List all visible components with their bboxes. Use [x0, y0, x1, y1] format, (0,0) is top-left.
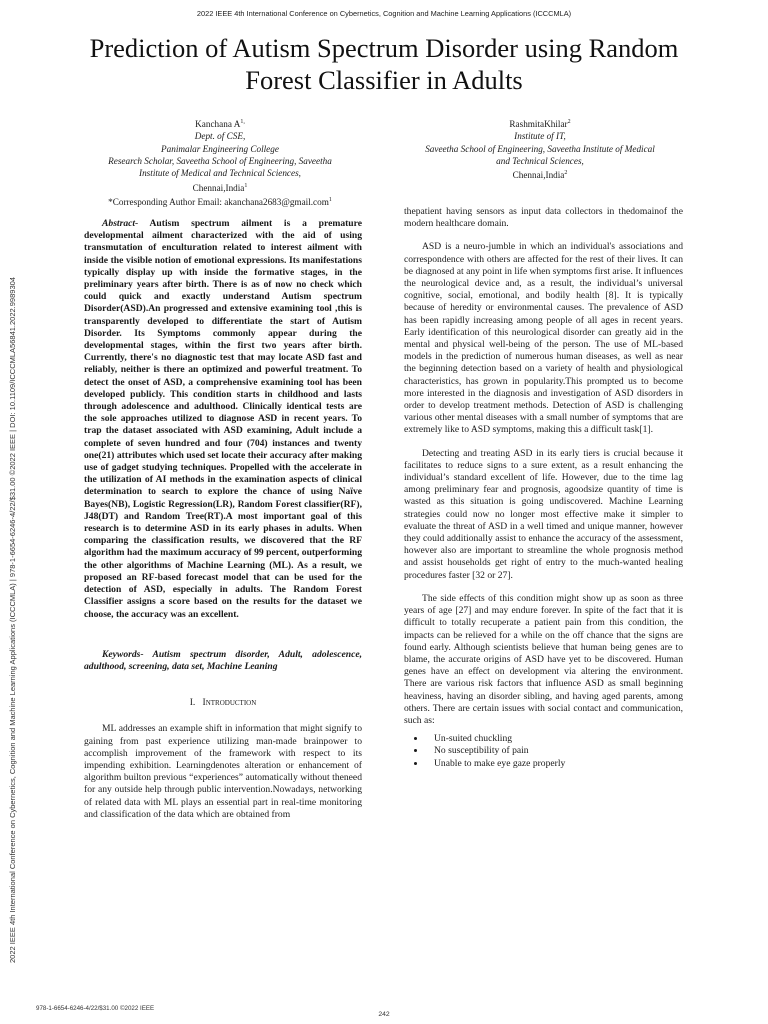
author1-email-sup: 1: [328, 196, 332, 203]
author2-city: Chennai,India: [512, 170, 565, 181]
paper-title: Prediction of Autism Spectrum Disorder using Random Forest Classifier in Adults: [89, 33, 679, 95]
abstract-lead: Abstract-: [102, 218, 139, 229]
abstract: [84, 218, 362, 621]
page-number: 242: [378, 1011, 390, 1018]
author2-line: and Technical Sciences,: [496, 155, 584, 166]
asd-paragraph: ASD is a neuro-jumble in which an individual's associations and correspondence with others are affected for the rest of their lives. It can be diagnosed at any point in life when symptoms first arise. It influences the neurological device and, as a result, the individual’s universal cognitive, social, emotional, and bodily health [8]. It is typically because of heredity or environmental causes. The prevalence of ASD has been rapidly increasing among people of all ages in recent years. Early identification of this neurological disorder can greatly aid in the mental and physical well-being of the person. The use of ML-based models in the prediction of numerous human diseases, as well as near the beginning detection based on a variety of health and physiological characteristics, has grown in popularity.This prompted us to become more interested in the diagnosis and investigation of ASD disorders in order to develop treatment methods. Detection of ASD is challenging various other mental diseases with a small number of symptoms that are extremely like to ASD symptoms, making this a difficult task[1].: [404, 241, 683, 436]
author1-line: Panimalar Engineering College: [161, 143, 279, 154]
author1-name: Kanchana A: [195, 119, 241, 130]
author2-line: Institute of IT,: [514, 131, 566, 142]
symptom-list: [404, 733, 683, 770]
author2-line: Saveetha School of Engineering, Saveetha Institute of Medical: [425, 143, 655, 154]
conference-header: 2022 IEEE 4th International Conference on Cybernetics, Cognition and Machine Learning Applications (ICCCMLA): [196, 9, 572, 18]
author1-line: Research Scholar, Saveetha School of Engineering, Saveetha: [108, 155, 332, 166]
author2-sup: 2: [567, 119, 571, 125]
list-item: • No susceptibility of pain: [426, 745, 683, 757]
author1-line: Institute of Medical and Technical Sciences,: [139, 168, 301, 179]
right-column: [404, 206, 683, 770]
side-effects-paragraph: The side effects of this condition might show up as soon as three years of age [27] and may endure forever. In spite of the fact that it is difficult to totally recuperate a patient pain from this condition, the impacts can be relieved for a while on the off chance that the signs are found early. Although scientists believe that human being genes are to blame, the accurate origins of ASD have yet to be discovered. Human genes have an effect on development via altering the environment. There are various risk factors that influence ASD as small beginning heaviness, having an disorder sibling, and having aged parents, among others. There are certain issues with social contact and communication, such as:: [404, 592, 683, 726]
author2-affiliation: [400, 116, 680, 182]
author2-city-sup: 2: [564, 170, 568, 177]
author1-line: Dept. of CSE,: [194, 131, 246, 142]
doi-sidebar-text: 2022 IEEE 4th International Conference on Cybernetics, Cognition and Machine Learning Applications (ICCCMLA) | 978-1-6654-6246-4/22/$31.00 ©2022 IEEE | DOI: 10.1109/ICCCMLA56841.2022.9989304: [8, 277, 17, 963]
author2-name: RashmitaKhilar: [509, 119, 568, 130]
list-item: • Un-suited chuckling: [426, 733, 683, 745]
intro-continued: thepatient having sensors as input data collectors in thedomainof the modern healthcare domain.: [404, 206, 683, 230]
author1-sup: 1,: [240, 119, 245, 125]
author1-affiliation: [70, 116, 370, 208]
doi-sidebar: [8, 72, 22, 972]
section-heading: [84, 697, 362, 709]
intro-paragraph: ML addresses an example shift in information that might signify to gaining from past experience utilizing man-made brainpower to accomplish improvement of the framework with respect to its impending exhibition. Learningdenotes alteration or enhancement of algorithm builton previous “experiences” automatically without theneed for any outside help through public intervention.Nowadays, networking of related data with ML plays an essential part in real-time monitoring and classification of the data which are obtained from: [84, 723, 362, 820]
copyright-footer: 978-1-6654-6246-4/22/$31.00 ©2022 IEEE: [36, 1005, 155, 1012]
author1-city: Chennai,India: [192, 182, 245, 193]
keywords: Keywords- Autism spectrum disorder, Adult, adolescence, adulthood, screening, data set, Machine Leaning: [84, 648, 362, 672]
section-title: Introduction: [202, 697, 257, 709]
left-column: [84, 218, 362, 821]
author1-city-sup: 1: [244, 182, 248, 189]
section-number: I.: [189, 697, 196, 709]
abstract-text: Autism spectrum ailment is a premature developmental ailment characterized with the aid of using transmutation of enculturation related to interest ailment with inside the visible notion of emotional expressions. Its manifestations typically display up with inside the formative stages, in the preliminary years after birth. There is as of now no check which could quick and exactly understand Autism spectrum Disorder(ASD).An progressed and extensive examining tool ,this is transparently developed to differentiate the start of Autism Disorder. Its Symptoms commonly appear during the developmental stages, within the first two years after birth. Currently, there's no diagnostic test that may locate ASD fast and reliably, neither is there an optimized and powerful treatment. To detect the onset of ASD, a comprehensive examining tool has been developed publicly. This condition starts in childhood and lasts through adolescence and adulthood. Clinically identical tests are the sole approaches utilized to diagnose ASD in recent years. To trap the dataset associated with ASD examining, Adult include a complete of seven hundred and four (704) instances and twenty one(21) attributes which used set locate their accuracy after making use of gadget studying techniques. Propelled with the accelerate in the utilization of AI methods in the examination aspects of clinical determination to search to explore the chance of using Naïve Bayes(NB), Logistic Regression(LR), Random Forest classifier(RF), J48(DT) and Random Tree(RT).A most important goal of this research is to determine ASD in its early phases in adults. When comparing the classification results, we discovered that the RF algorithm had the maximum accuracy of 99 percent, outperforming the other algorithms of Machine Learning (ML). As a result, we proposed an RF-based forecast model that can be used for the detection of ASD, especially in adults. The Random Forest Classifier assigns a score based on the results for the dataset we choose, the accuracy was an excellent.: [84, 218, 362, 620]
author1-email: *Corresponding Author Email: akanchana2683@gmail.com: [108, 196, 329, 207]
list-item: • Unable to make eye gaze properly: [426, 758, 683, 770]
detection-paragraph: Detecting and treating ASD in its early tiers is crucial because it facilitates to reduce signs to a sure extent, as a result enhancing the individual’s standard excellent of life. However, due to the time lag among preliminary fear and prognosis, agoodsize quantity of time is wasted as this situation is going undiscovered. Machine Learning strategies could now no longer most effective make it simpler to evaluate the threat of ASD in a well timed and unique manner, however they could additionally assist to enhance the accuracy of the assessment, however also are important to streamline the whole prognosis method and assist households get right of entry to the much-wanted healing procedures faster [32 or 27].: [404, 447, 683, 581]
